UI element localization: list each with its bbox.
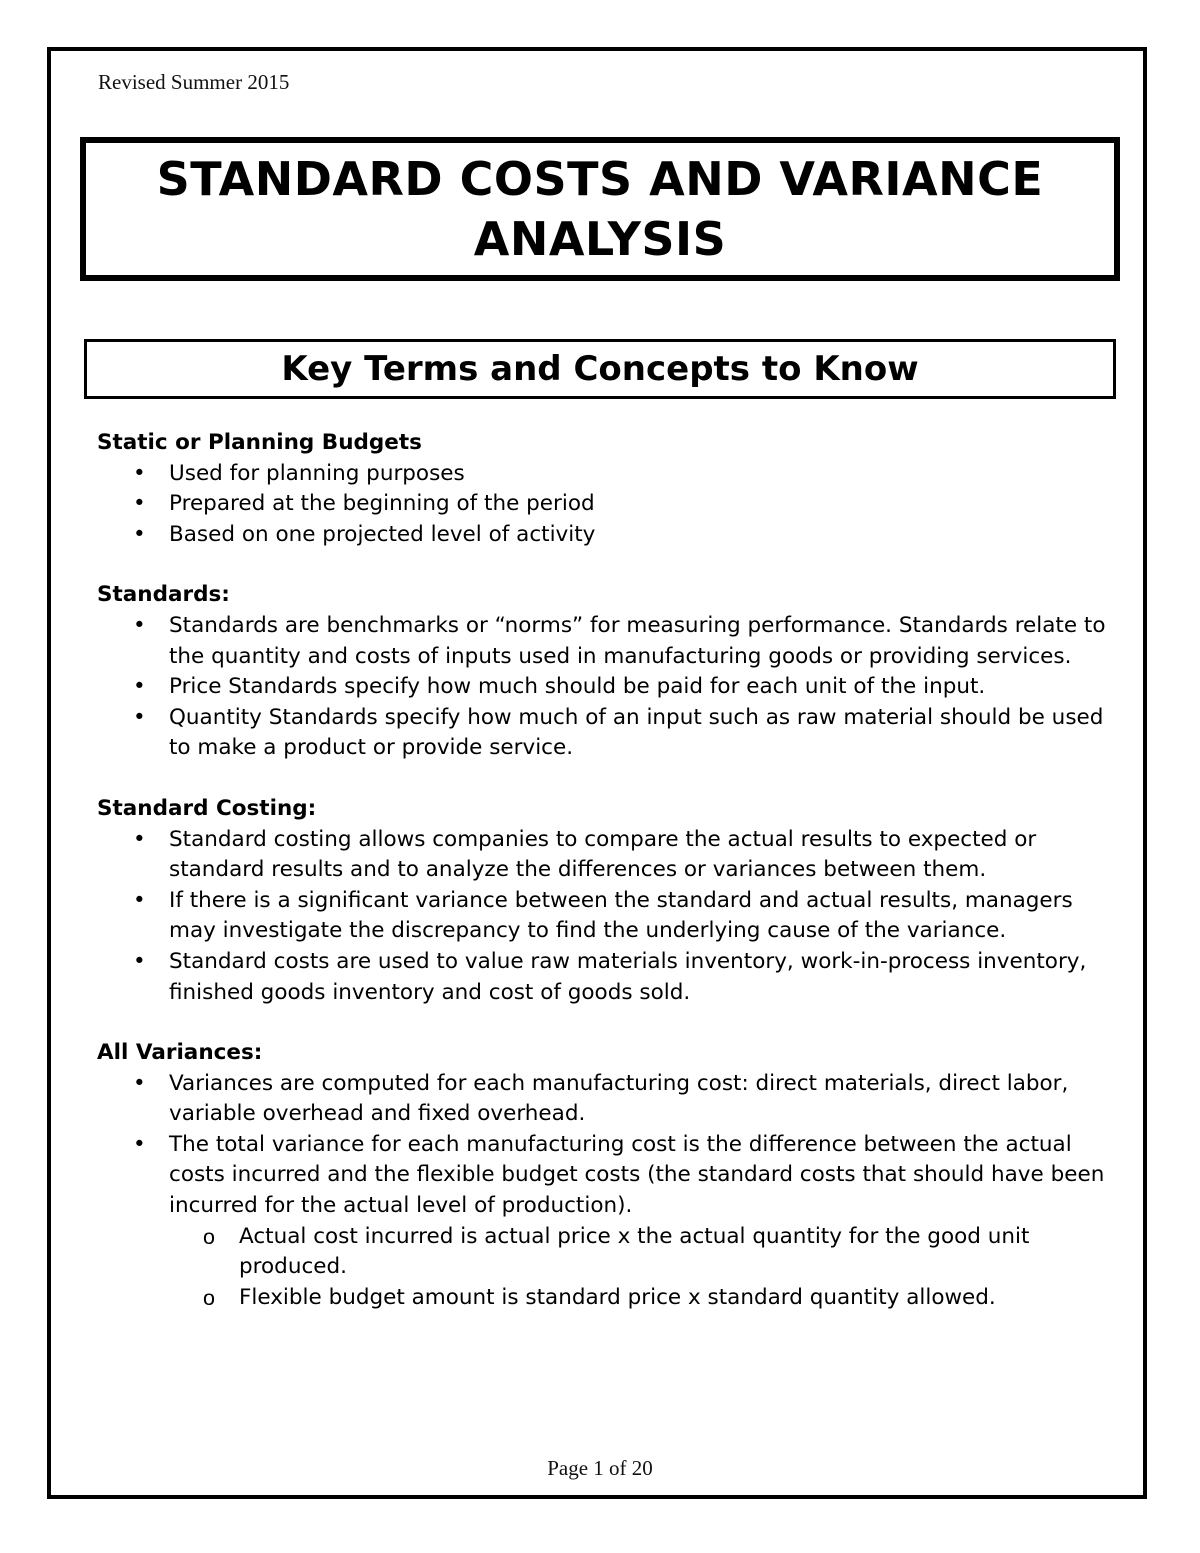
section-heading-all-variances: All Variances: (97, 1040, 263, 1066)
bullet-list-standard-costing (97, 825, 1107, 1009)
sub-list-item: o Actual cost incurred is actual price x the actual quantity for the good unit produced. (239, 1222, 1107, 1283)
list-item (169, 1130, 1107, 1314)
title-line-1: STANDARD COSTS AND VARIANCE (156, 152, 1044, 206)
bullet-list-static-budgets (97, 459, 1107, 551)
list-item: • Based on one projected level of activity (169, 520, 1107, 551)
list-item: • Price Standards specify how much should be paid for each unit of the input. (169, 672, 1107, 703)
title-box (80, 137, 1120, 281)
list-item: • Standard costing allows companies to compare the actual results to expected or standard results and to analyze the differences or variances between them. (169, 825, 1107, 886)
page-number: Page 1 of 20 (547, 1456, 653, 1480)
list-item-text: The total variance for each manufacturing cost is the difference between the actual costs incurred and the flexible budget costs (the standard costs that should have been incurred for the actual level of production). (169, 1131, 1105, 1219)
list-item: • If there is a significant variance between the standard and actual results, managers may investigate the discrepancy to find the underlying cause of the variance. (169, 886, 1107, 947)
list-item: • Used for planning purposes (169, 459, 1107, 490)
subtitle-box (84, 339, 1116, 399)
title-line-2: ANALYSIS (473, 212, 727, 266)
revised-date: Revised Summer 2015 (98, 70, 290, 94)
list-item: • Quantity Standards specify how much of an input such as raw material should be used to make a product or provide service. (169, 703, 1107, 764)
list-item: • Standards are benchmarks or “norms” for measuring performance. Standards relate to the quantity and costs of inputs used in manufacturing goods or providing services. (169, 611, 1107, 672)
section-heading-standard-costing: Standard Costing: (97, 795, 317, 821)
list-item: • Standard costs are used to value raw materials inventory, work-in-process inventory, finished goods inventory and cost of goods sold. (169, 947, 1107, 1008)
sub-bullet-list (169, 1222, 1107, 1314)
list-item: • Prepared at the beginning of the period (169, 489, 1107, 520)
section-heading-static-budgets: Static or Planning Budgets (97, 430, 422, 455)
list-item: • Variances are computed for each manufacturing cost: direct materials, direct labor, variable overhead and fixed overhead. (169, 1069, 1107, 1130)
subtitle: Key Terms and Concepts to Know (281, 349, 919, 389)
content (97, 428, 1107, 1313)
bullet-list-all-variances (97, 1069, 1107, 1314)
sub-list-item: o Flexible budget amount is standard price x standard quantity allowed. (239, 1283, 1107, 1314)
bullet-list-standards (97, 611, 1107, 764)
section-heading-standards: Standards: (97, 582, 230, 608)
